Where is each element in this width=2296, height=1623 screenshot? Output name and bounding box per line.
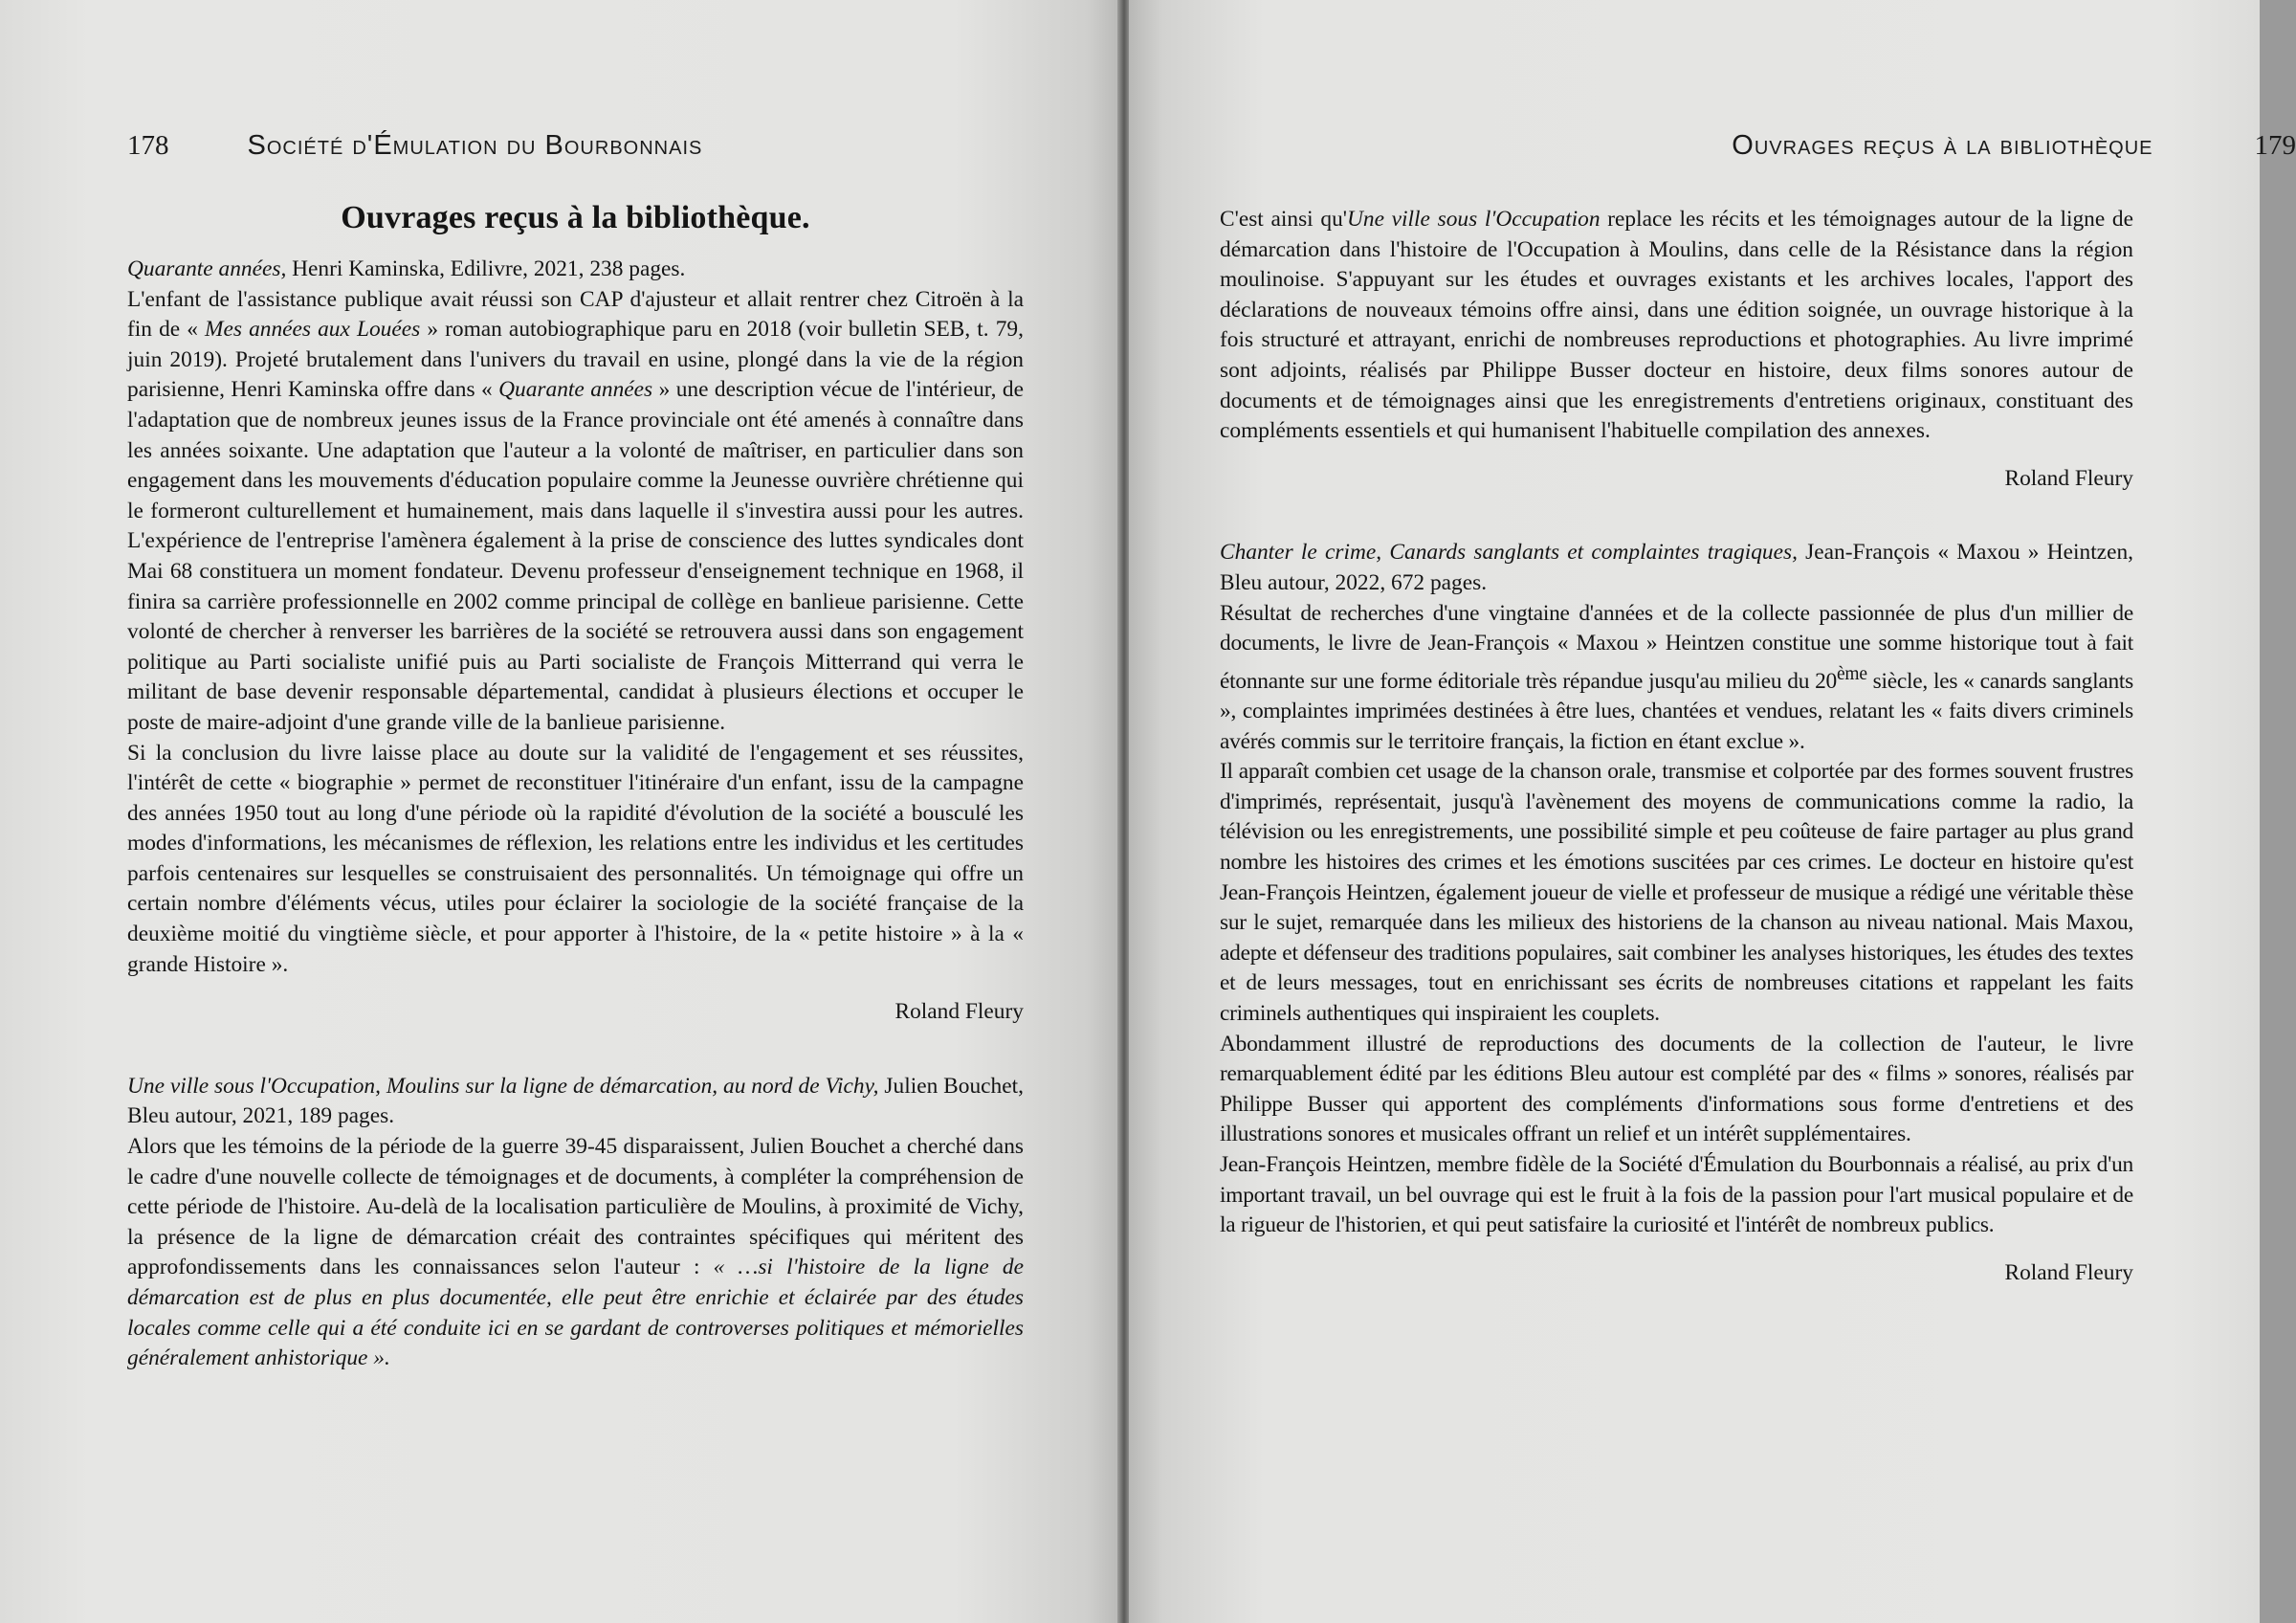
- left-page: [0, 0, 1121, 1623]
- section-title: Ouvrages reçus à la bibliothèque.: [341, 200, 810, 235]
- paragraph: [1220, 599, 2133, 758]
- text-run: C'est ainsi qu': [1220, 207, 1347, 232]
- paragraph: Il apparaît combien cet usage de la chanson orale, transmise et colportée par des formes souvent frustres d'imprimés, représentait, jusqu'à l'avènement des moyens de communications comme la radio, la télévision ou les enregistrements, une possibilité simple et peu coûteuse de faire partager au plus grand nombre les histoires des crimes et les émotions suscitées par ces crimes. Le docteur en histoire qu'est Jean-François Heintzen, également joueur de vielle et professeur de musique a rédigé une véritable thèse sur le sujet, remarquée dans les milieux des historiens de la chanson au niveau national. Mais Maxou, adepte et défenseur des traditions populaires, sait combiner les analyses historiques, les études des textes et de leurs messages, tout en enrichissant ses écrits de nombreuses citations et rappelant les faits criminels authentiques qui inspiraient les couplets.: [1220, 759, 2133, 1027]
- signature: Roland Fleury: [2004, 1259, 2133, 1285]
- page-number-right: 179: [2254, 130, 2296, 161]
- entry-heading-quarante-annees: [127, 255, 1024, 285]
- paragraph: Abondamment illustré de reproductions des documents de la collection de l'auteur, le livre remarquablement édité par les éditions Bleu autour est complété par des « films » sonores, réalisés par Philippe Busser qui apportent des compléments d'informations sous forme d'entretiens et des illustrations sonores et musicales offrant un relief et un intérêt supplémentaires.: [1220, 1031, 2133, 1147]
- page-number-left: 178: [127, 130, 169, 161]
- text-run: siècle, les « canards sanglants », complaintes imprimées destinées à être lues, chantées et vendues, relatant les « faits divers criminels avérés commis sur le territoire français, la fiction en étant exclue ».: [1220, 668, 2133, 754]
- signature: Roland Fleury: [894, 999, 1024, 1025]
- italic-title: Quarante années: [498, 377, 653, 403]
- running-head-left: Société d'Émulation du Bourbonnais: [247, 130, 703, 161]
- paragraph: [127, 1132, 1024, 1374]
- text-run: L'enfant de l'assistance publique avait réussi son CAP d'ajusteur et allait rentrer chez Citroën à la fin de «: [127, 286, 1024, 343]
- spacer: [1220, 494, 2133, 538]
- right-header: [1382, 130, 2296, 168]
- book-title: Chanter le crime, Canards sanglants et complaintes tragiques,: [1220, 540, 1798, 566]
- quotation: « …si l'histoire de la ligne de démarcation est de plus en plus documentée, elle peut être enrichie et éclairée par des études locales comme celle qui a été conduite ici en se gardant de controverses politiques et mémorielles généralement anhistorique ».: [127, 1255, 1024, 1371]
- entry-heading-une-ville-sous-l-occupation: [127, 1072, 1024, 1132]
- book-meta: Henri Kaminska, Edilivre, 2021, 238 pages.: [286, 256, 686, 281]
- text-run: Alors que les témoins de la période de la guerre 39-45 disparaissent, Julien Bouchet a cherché dans le cadre d'une nouvelle collecte de témoignages et de documents, à compléter la compréhension de cette période de l'histoire. Au-delà de la localisation particulière de Moulins, à proximité de Vichy, la présence de la ligne de démarcation créait des contraintes spécifiques qui méritent des approfondissements dans les connaissances selon l'auteur :: [127, 1134, 1024, 1280]
- right-page: [1129, 0, 2296, 1623]
- paragraph: [127, 285, 1024, 739]
- book-meta: Jean-François « Maxou » Heintzen, Bleu autour, 2022, 672 pages.: [1220, 540, 2133, 595]
- right-column: [1220, 205, 2133, 1288]
- left-column: [127, 199, 1024, 1374]
- book-meta: Julien Bouchet, Bleu autour, 2021, 189 pages.: [127, 1073, 1024, 1129]
- running-head-right: Ouvrages reçus à la bibliothèque: [1732, 130, 2153, 161]
- superscript: ème: [1837, 663, 1867, 684]
- entry-heading-chanter-le-crime: [1220, 538, 2133, 598]
- paragraph: Si la conclusion du livre laisse place au doute sur la validité de l'engagement et ses réussites, l'intérêt de cette « biographie » permet de reconstituer l'itinéraire d'un enfant, issu de la campagne des années 1950 tout au long d'une période où la rapidité d'évolution de la société a bousculé les modes d'informations, les mécanismes de réflexion, les relations entre les individus et les certitudes parfois centenaires sur lesquelles se construisaient des personnalités. Un témoignage qui offre un certain nombre d'éléments vécus, utiles pour éclairer la sociologie de la société française de la deuxième moitié du vingtième siècle, et pour apporter à l'histoire, de la « petite histoire » à la « grande Histoire ».: [127, 740, 1024, 977]
- text-run: replace les récits et les témoignages autour de la ligne de démarcation dans l'histoire de l'Occupation à Moulins, dans celle de la Résistance dans la région moulinoise. S'appuyant sur les études et ouvrages existants et les archives locales, l'apport des déclarations de nouveaux témoins offre ainsi, dans une édition soignée, un ouvrage historique à la fois structuré et attrayant, enrichi de nombreuses reproductions et photographies. Au livre imprimé sont adjoints, réalisés par Philippe Busser docteur en histoire, deux films sonores autour de documents et de témoignages ainsi que les enregistrements d'entretiens originaux, constituant des compléments essentiels et qui humanisent l'habituelle compilation des annexes.: [1220, 207, 2134, 444]
- italic-title: Une ville sous l'Occupation: [1346, 207, 1601, 232]
- italic-title: Mes années aux Louées: [205, 317, 421, 343]
- text-run: Résultat de recherches d'une vingtaine d'années et de la collecte passionnée de plus d'un millier de documents, le livre de Jean-François « Maxou » Heintzen constitue une somme historique tout à fait étonnante sur une forme éditoriale très répandue jusqu'au milieu du 20: [1220, 600, 2133, 694]
- book-title: Quarante années,: [127, 256, 287, 281]
- text-run: » roman autobiographique paru en 2018 (voir bulletin SEB, t. 79, juin 2019). Projeté brutalement dans l'univers du travail en usine, plongé dans la vie de la région parisienne, Henri Kaminska offre dans «: [127, 317, 1024, 403]
- spacer: [127, 1028, 1024, 1072]
- left-header: [127, 130, 1024, 168]
- book-title: Une ville sous l'Occupation, Moulins sur la ligne de démarcation, au nord de Vichy,: [127, 1073, 879, 1099]
- paragraph: Jean-François Heintzen, membre fidèle de la Société d'Émulation du Bourbonnais a réalisé, au prix d'un important travail, un bel ouvrage qui est le fruit à la fois de la passion pour l'art musical populaire et de la rigueur de l'historien, et qui peut satisfaire la curiosité et l'intérêt de nombreux publics.: [1220, 1152, 2133, 1238]
- signature: Roland Fleury: [2004, 465, 2133, 491]
- paragraph: [1220, 205, 2133, 447]
- text-run: » une description vécue de l'intérieur, de l'adaptation que de nombreux jeunes issus de la France provinciale ont été amenés à connaître dans les années soixante. Une adaptation que l'auteur a la volonté de maîtriser, en particulier dans son engagement dans les mouvements d'éducation populaire comme la Jeunesse ouvrière chrétienne qui le formeront culturellement et humainement, mais dans laquelle il s'investira aussi pour les autres. L'expérience de l'entreprise l'amènera également à la prise de conscience des luttes syndicales dont Mai 68 constituera un moment fondateur. Devenu professeur d'enseignement technique en 1968, il finira sa carrière professionnelle en 2002 comme principal de collège en banlieue parisienne. Cette volonté de chercher à renverser les barrières de la société se retrouvera aussi dans son engagement politique au Parti socialiste unifié puis au Parti socialiste de François Mitterrand qui verra le militant de base devenir responsable départemental, candidat à plusieurs élections et occuper le poste de maire-adjoint d'une grande ville de la banlieue parisienne.: [127, 377, 1024, 735]
